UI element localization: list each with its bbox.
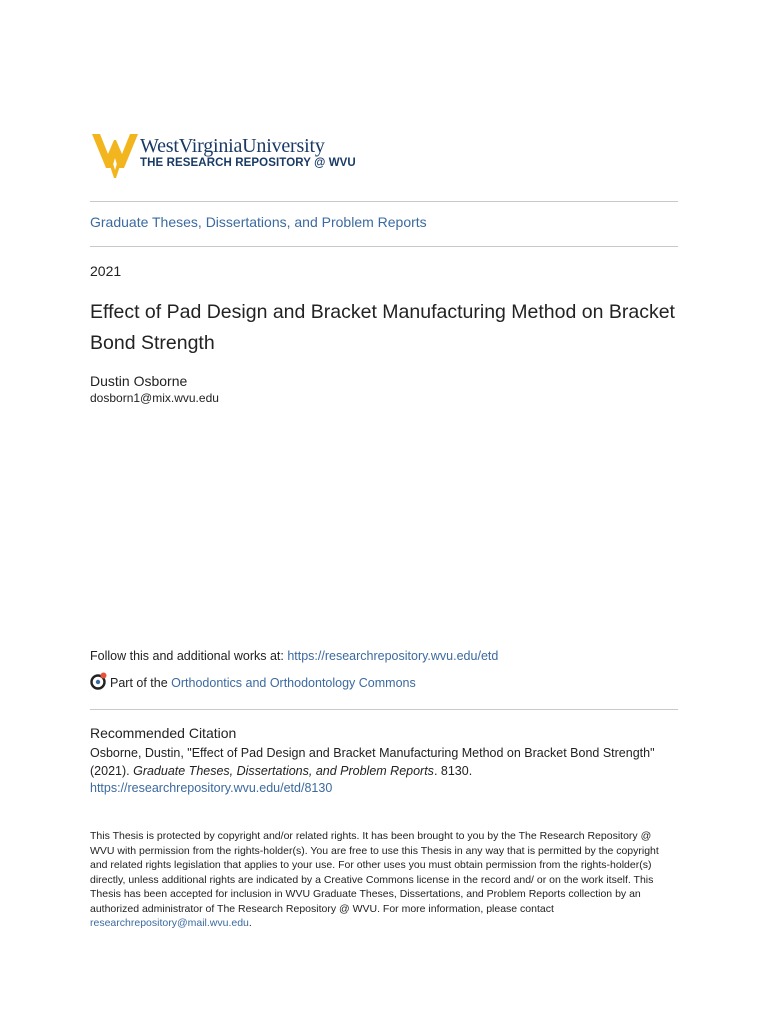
contact-email-link[interactable]: researchrepository@mail.wvu.edu bbox=[90, 917, 249, 929]
citation-number: . 8130. bbox=[433, 763, 473, 778]
citation-text: Osborne, Dustin, "Effect of Pad Design and Bracket Manufacturing Method on Bracket Bond Strength" (2021). bbox=[90, 746, 655, 778]
author-email: dosborn1@mix.wvu.edu bbox=[90, 391, 219, 405]
follow-line bbox=[90, 649, 498, 663]
citation-heading: Recommended Citation bbox=[90, 725, 237, 741]
follow-prefix: Follow this and additional works at: bbox=[90, 649, 288, 663]
divider bbox=[90, 709, 678, 710]
divider bbox=[90, 246, 678, 247]
citation-journal: Graduate Theses, Dissertations, and Problem Reports bbox=[133, 763, 434, 778]
notice-end: . bbox=[248, 917, 252, 929]
network-commons-icon bbox=[90, 672, 108, 690]
citation-url[interactable]: https://researchrepository.wvu.edu/etd/8130 bbox=[90, 781, 333, 795]
commons-link[interactable]: Orthodontics and Orthodontology Commons bbox=[171, 676, 416, 690]
part-of-prefix: Part of the bbox=[110, 676, 172, 690]
notice-text: This Thesis is protected by copyright and/or related rights. It has been brought to you by the The Research Repository @ WVU with permission from the rights-holder(s). You are free to use this Thesis in any way that is permitted by the copyright and related rights legislation that applies to your use. For other uses you must obtain permission from the rights-holder(s) directly, unless additional rights are indicated by a Creative Commons license in the record and/ or on the work itself. This Thesis has been accepted for inclusion in WVU Graduate Theses, Dissertations, and Problem Reports collection by an authorized administrator of The Research Repository @ WVU. For more information, please contact bbox=[90, 830, 659, 915]
etd-link[interactable]: https://researchrepository.wvu.edu/etd bbox=[287, 649, 499, 663]
university-name: WestVirginiaUniversity bbox=[140, 135, 325, 157]
publication-year: 2021 bbox=[90, 263, 122, 279]
series-link[interactable]: Graduate Theses, Dissertations, and Problem Reports bbox=[90, 214, 427, 230]
copyright-notice bbox=[90, 829, 670, 931]
wvu-logo bbox=[92, 130, 392, 178]
divider bbox=[90, 201, 678, 202]
citation-body bbox=[90, 745, 678, 798]
repository-subtitle: THE RESEARCH REPOSITORY @ WVU bbox=[140, 157, 356, 169]
author-name: Dustin Osborne bbox=[90, 373, 188, 389]
thesis-title: Effect of Pad Design and Bracket Manufacturing Method on Bracket Bond Strength bbox=[90, 301, 675, 354]
flying-wv-icon bbox=[92, 130, 138, 178]
